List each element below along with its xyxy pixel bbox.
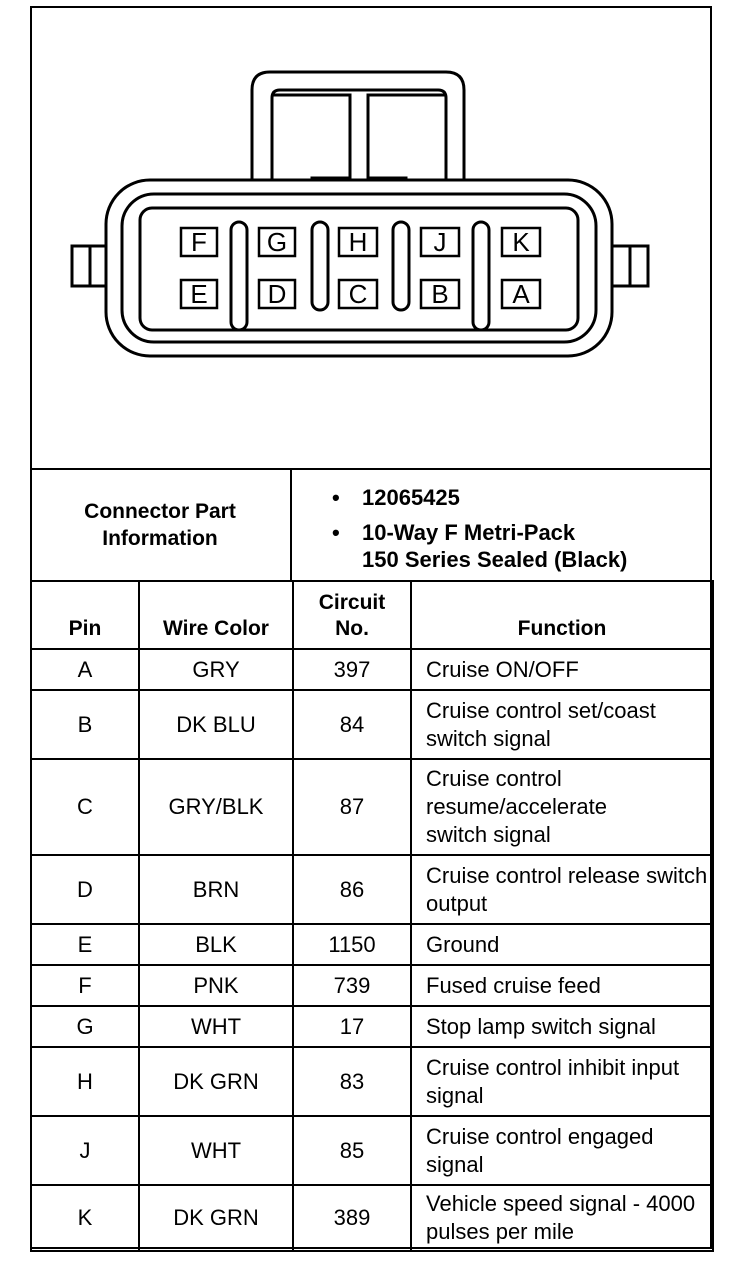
function-cell: Fused cruise feed [411, 965, 713, 1006]
wire-color-cell: DK GRN [139, 1047, 293, 1116]
pin-label-K: K [512, 227, 530, 257]
function-cell: Stop lamp switch signal [411, 1006, 713, 1047]
header-circuit-no-text: Circuit No. [318, 591, 386, 640]
pin-table-header-row [31, 581, 713, 649]
table-row [31, 1116, 713, 1185]
pin-cell: K [31, 1185, 139, 1251]
circuit-cell: 84 [293, 690, 411, 759]
wire-color-cell: DK GRN [139, 1185, 293, 1251]
connector-latch [252, 72, 464, 180]
function-cell: Cruise control inhibit input signal [411, 1047, 713, 1116]
circuit-cell: 86 [293, 855, 411, 924]
pin-label-F: F [191, 227, 207, 257]
connector-latch-inner [272, 90, 446, 180]
pin-label-B: B [431, 279, 449, 309]
table-row [31, 690, 713, 759]
function-cell: Cruise control set/coast switch signal [411, 690, 713, 759]
bullet: • [332, 485, 340, 510]
function-cell: Cruise ON/OFF [411, 649, 713, 690]
circuit-cell: 739 [293, 965, 411, 1006]
wire-color-cell: WHT [139, 1006, 293, 1047]
connector-info-values [292, 470, 710, 580]
circuit-cell: 1150 [293, 924, 411, 965]
pin-label-J: J [433, 227, 447, 257]
connector-info-label: Connector Part Information [84, 500, 236, 550]
header-function: Function [411, 581, 713, 649]
table-row [31, 649, 713, 690]
circuit-cell: 397 [293, 649, 411, 690]
wire-color-cell: DK BLU [139, 690, 293, 759]
pin-cell: E [31, 924, 139, 965]
wire-color-cell: BRN [139, 855, 293, 924]
function-cell: Vehicle speed signal - 4000 pulses per mile [411, 1185, 713, 1251]
pin-label-A: A [512, 279, 530, 309]
pin-cell: F [31, 965, 139, 1006]
pin-cell: J [31, 1116, 139, 1185]
pin-label-H: H [348, 227, 368, 257]
table-row [31, 759, 713, 855]
wire-color-cell: BLK [139, 924, 293, 965]
header-circuit-no [293, 581, 411, 649]
function-cell: Ground [411, 924, 713, 965]
table-row [31, 1185, 713, 1251]
part-number: 12065425 [362, 485, 460, 510]
connector-info-label-cell [30, 470, 292, 580]
table-row [31, 855, 713, 924]
function-cell [411, 759, 713, 855]
circuit-cell: 87 [293, 759, 411, 855]
function-cell: Cruise control engaged signal [411, 1116, 713, 1185]
connector-description: 10-Way F Metri-Pack 150 Series Sealed (Black) [362, 520, 628, 572]
pin-label-E: E [190, 279, 208, 309]
function-text: Cruise control resume/accelerate switch signal [426, 766, 607, 847]
header-wire-color: Wire Color [139, 581, 293, 649]
function-cell: Cruise control release switch output [411, 855, 713, 924]
pin-cell: G [31, 1006, 139, 1047]
wire-color-cell: GRY/BLK [139, 759, 293, 855]
table-row [31, 924, 713, 965]
wire-color-cell: WHT [139, 1116, 293, 1185]
pin-label-G: G [266, 227, 288, 257]
circuit-cell: 17 [293, 1006, 411, 1047]
circuit-cell: 389 [293, 1185, 411, 1251]
pin-label-D: D [267, 279, 287, 309]
circuit-cell: 85 [293, 1116, 411, 1185]
pin-label-C: C [348, 279, 368, 309]
wire-color-cell: GRY [139, 649, 293, 690]
connector-info-row [30, 468, 712, 580]
pin-cell: C [31, 759, 139, 855]
table-row [31, 1047, 713, 1116]
circuit-cell: 83 [293, 1047, 411, 1116]
pin-cell: H [31, 1047, 139, 1116]
pin-cell: B [31, 690, 139, 759]
pin-table [30, 580, 714, 1252]
wire-color-cell: PNK [139, 965, 293, 1006]
pin-cell: D [31, 855, 139, 924]
table-row [31, 1006, 713, 1047]
bullet: • [332, 520, 340, 545]
header-pin: Pin [31, 581, 139, 649]
pin-cell: A [31, 649, 139, 690]
table-row [31, 965, 713, 1006]
connector-face-drawing [0, 0, 752, 468]
